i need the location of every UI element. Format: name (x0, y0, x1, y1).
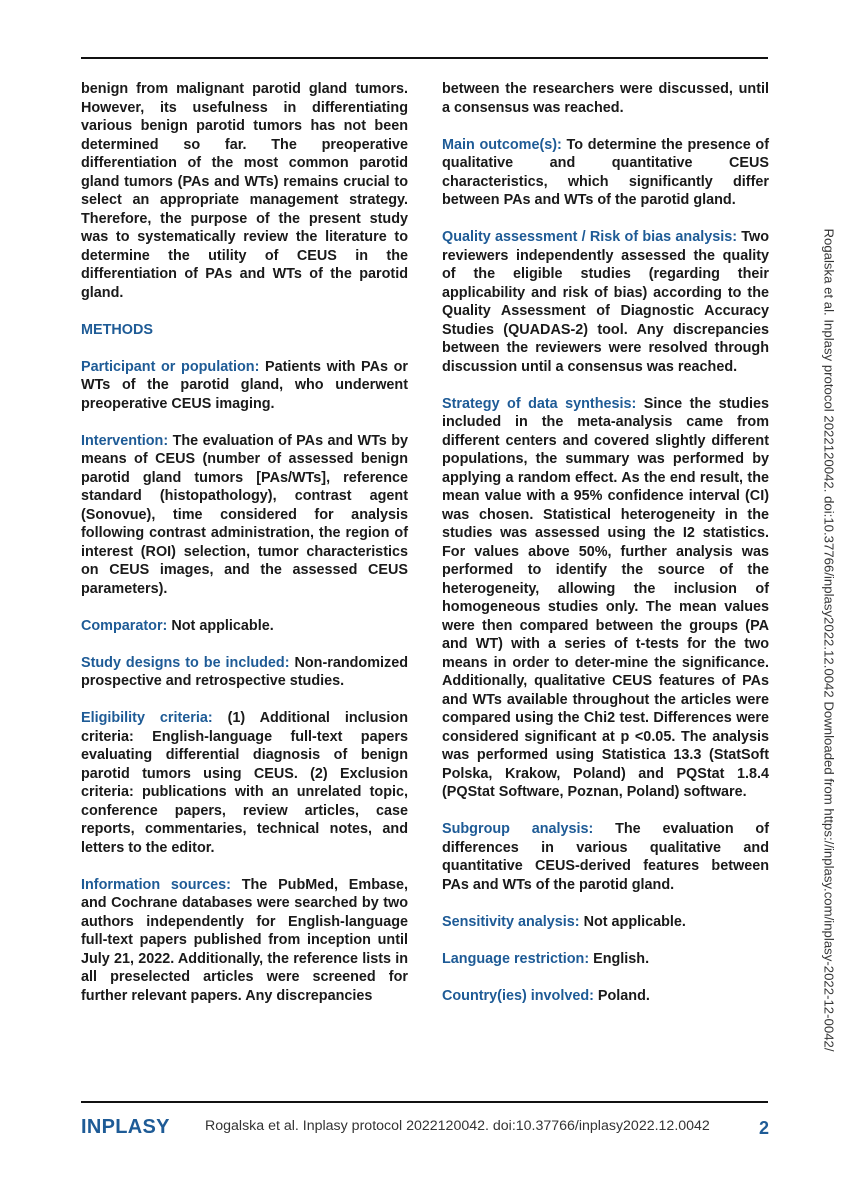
quality-label: Quality assessment / Risk of bias analysis: (442, 229, 738, 245)
language-text: English. (593, 950, 650, 967)
strategy-section (442, 395, 769, 802)
main-outcomes-label: Main outcome(s): (442, 136, 562, 153)
strategy-label: Strategy of data synthesis: (442, 395, 637, 412)
intervention-section (81, 432, 408, 599)
participant-text: Patients with PAs or WTs of the parotid gland, who underwent preoperative CEUS imaging. (81, 358, 408, 412)
information-sources-text: The PubMed, Embase, and Cochrane databases were searched by two authors independently for English-language full-text papers published from inception until July 21, 2022. Additionally, the reference lists in all preselected articles were screened for further relevant papers. Any discrepancies (81, 876, 408, 1004)
information-sources-label: Information sources: (81, 876, 231, 893)
sensitivity-text: Not applicable. (583, 913, 686, 930)
eligibility-label: Eligibility criteria: (81, 710, 213, 726)
participant-label: Participant or population: (81, 358, 260, 375)
study-designs-label: Study designs to be included: (81, 654, 290, 671)
eligibility-text: (1) Additional inclusion criteria: English-language full-text papers evaluating differential diagnosis of benign parotid tumors using CEUS. (2) Exclusion criteria: publications with an unrelated topic, conference papers, review articles, case reports, commentaries, technical notes, and letters to the editor. (81, 710, 408, 856)
country-section (442, 987, 769, 1006)
study-designs-section (81, 654, 408, 691)
quality-section (442, 228, 769, 376)
download-sidebar-note: Rogalska et al. Inplasy protocol 2022120042. doi:10.37766/inplasy2022.12.0042 Downloaded from https://inplasy.com/inplasy-2022-12-0042/ (821, 228, 837, 1052)
participant-section (81, 358, 408, 414)
eligibility-section (81, 709, 408, 857)
comparator-text: Not applicable. (171, 617, 274, 634)
strategy-text: Since the studies included in the meta-analysis came from different centers and covered slightly different populations, the summary was performed by applying a random effect. As the end result, the mean value with a 95% confidence interval (CI) was chosen. Statistical heterogeneity in the studies was assessed using the I2 statistics. For values above 50%, further analysis was performed to identify the source of the heterogeneity, allowing the inclusion of homogeneous studies only. The mean values were then compared between the groups (PA and WT) with a series of t-tests for the two means in order to deter-mine the significance. Additionally, qualitative CEUS features of PAs and WTs available throughout the articles were compared using the Chi2 test. Differences were considered significant at p <0.05. The analysis was performed using Statistica 13.3 (StatSoft Polska, Krakow, Poland) and PQStat 1.8.4 (PQStat Software, Poznan, Poland) software. (442, 395, 770, 800)
subgroup-section (442, 820, 769, 894)
methods-heading: METHODS (81, 321, 153, 338)
country-label: Country(ies) involved: (442, 987, 594, 1004)
right-column (442, 80, 769, 1024)
intervention-label: Intervention: (81, 432, 169, 449)
intro-paragraph: benign from malignant parotid gland tumors. However, its usefulness in differentiating various benign parotid tumors has not been determined so far. The preoperative differentiation of the most common parotid gland tumors (PAs and WTs) remains crucial to select an appropriate management strategy. Therefore, the purpose of the present study was to systematically review the literature to determine the utility of CEUS in the differentiation of PAs and WTs of the parotid gland. (81, 81, 408, 301)
subgroup-label: Subgroup analysis: (442, 821, 594, 837)
left-column (81, 80, 408, 1024)
subgroup-text: The evaluation of differences in various qualitative and quantitative CEUS-derived features between PAs and WTs of the parotid gland. (442, 821, 769, 893)
information-sources-section (81, 876, 408, 1006)
comparator-section (81, 617, 408, 636)
study-designs-text: Non-randomized prospective and retrospective studies. (81, 654, 409, 689)
language-label: Language restriction: (442, 950, 590, 967)
main-outcomes-section (442, 136, 769, 210)
language-section (442, 950, 769, 969)
comparator-label: Comparator: (81, 617, 168, 634)
footer-citation: Rogalska et al. Inplasy protocol 2022120042. doi:10.37766/inplasy2022.12.0042 (205, 1118, 710, 1134)
sensitivity-section (442, 913, 769, 932)
main-outcomes-text: To determine the presence of qualitative and quantitative CEUS characteristics, which significantly differ between PAs and WTs of the parotid gland. (442, 136, 769, 208)
footer-brand: INPLASY (81, 1116, 170, 1138)
continuation-paragraph: between the researchers were discussed, until a consensus was reached. (442, 81, 769, 116)
country-text: Poland. (597, 987, 650, 1004)
sensitivity-label: Sensitivity analysis: (442, 913, 580, 930)
intervention-text: The evaluation of PAs and WTs by means of CEUS (number of assessed benign parotid gland tumors [PAs/WTs], reference standard (histopathology), contrast agent (Sonovue), time considered for analysis following contrast administration, the region of interest (ROI) selection, tumor characteristics on CEUS images, and the assessed CEUS parameters). (81, 432, 408, 597)
top-rule (81, 57, 768, 59)
quality-text: Two reviewers independently assessed the quality of the eligible studies (regarding their applicability and risk of bias) according to the Quality Assessment of Diagnostic Accuracy Studies (QUADAS-2) tool. Any discrepancies between the reviewers were resolved through discussion until a consensus was reached. (442, 229, 769, 375)
page-number: 2 (758, 1118, 769, 1138)
bottom-rule (81, 1101, 768, 1103)
